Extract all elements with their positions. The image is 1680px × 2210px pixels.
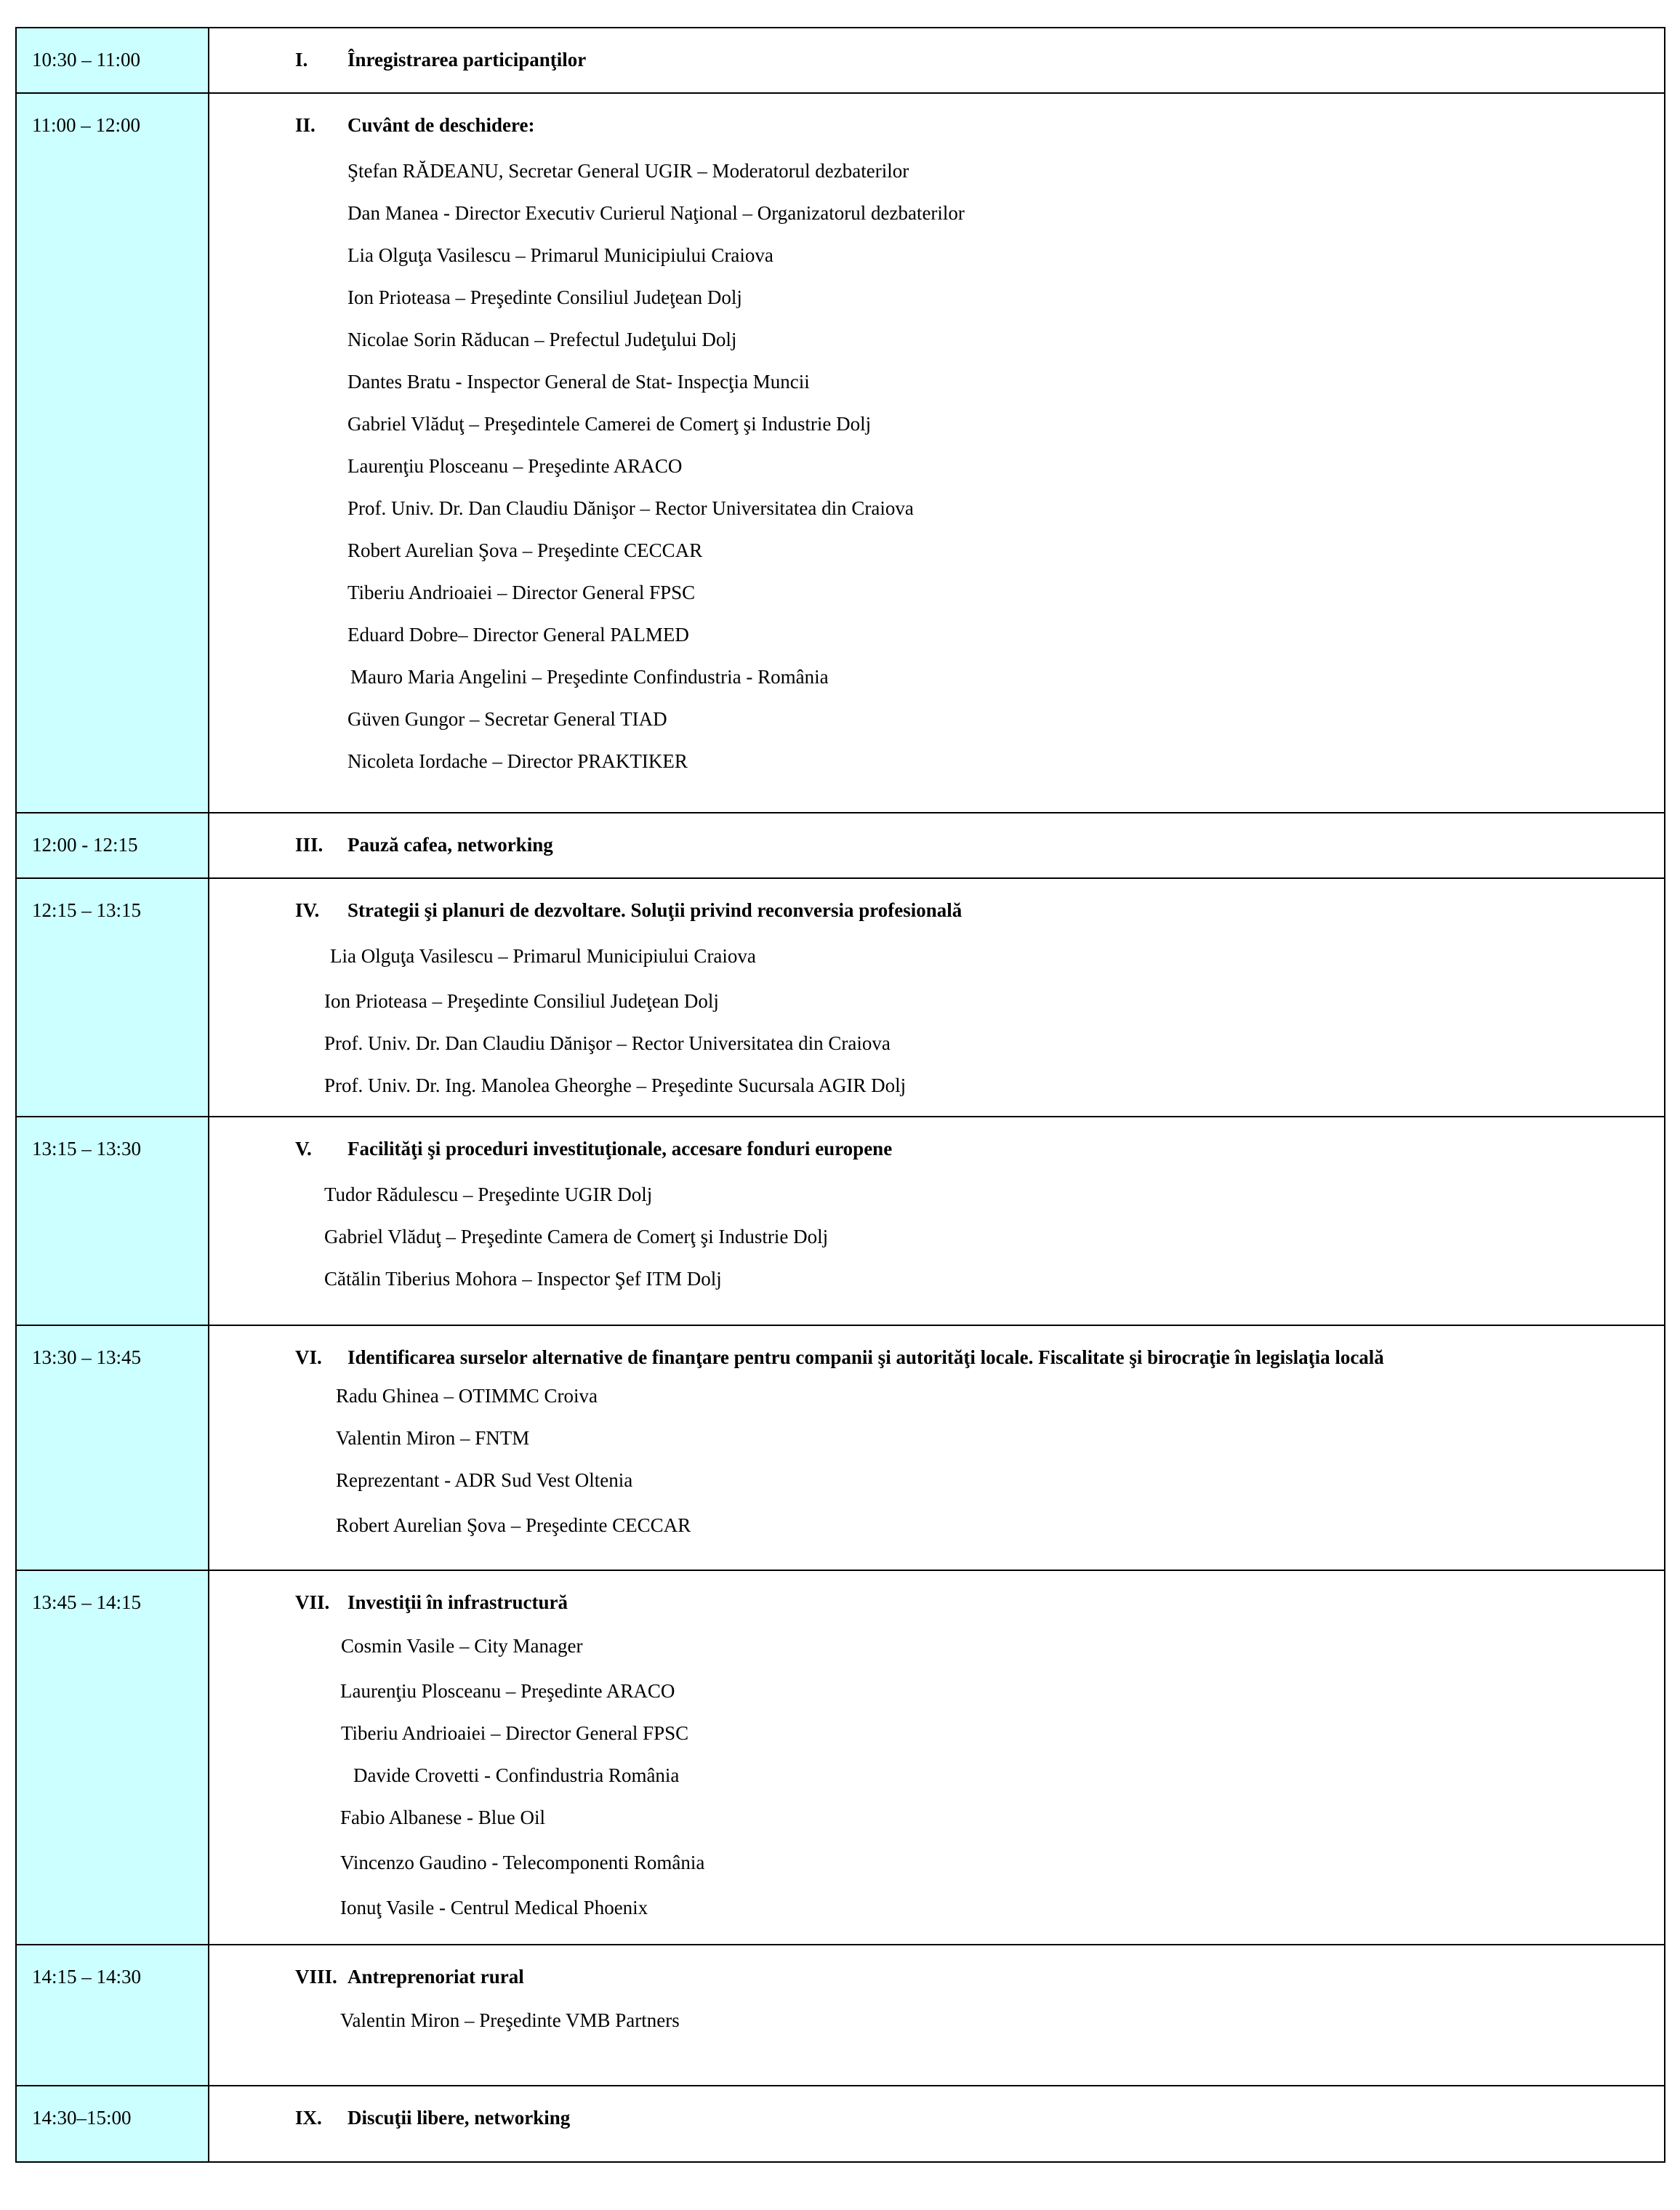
speaker-line: Güven Gungor – Secretar General TIAD: [347, 708, 667, 730]
speaker-line: Tiberiu Andrioaiei – Director General FPSC: [341, 1722, 689, 1744]
time-cell: [17, 2086, 209, 2161]
session-cell: [209, 1117, 1664, 1325]
session-title: Înregistrarea participanţilor: [347, 49, 587, 71]
session-title: Identificarea surselor alternative de finanţare pentru companii şi autorităţi locale. Fiscalitate şi birocraţie în legislaţia locală: [347, 1346, 1384, 1368]
session-cell: [209, 813, 1664, 877]
session-number: IX.: [295, 2107, 322, 2129]
session-time: 14:15 – 14:30: [32, 1966, 142, 1988]
session-number: IV.: [295, 899, 320, 921]
speaker-line: Dantes Bratu - Inspector General de Stat- Inspecţia Muncii: [347, 371, 810, 393]
speaker-line: Ion Prioteasa – Preşedinte Consiliul Judeţean Dolj: [324, 990, 719, 1012]
speaker-line: Ionuţ Vasile - Centrul Medical Phoenix: [340, 1897, 648, 1918]
speaker-line: Vincenzo Gaudino - Telecomponenti România: [340, 1852, 705, 1873]
time-cell: [17, 1571, 209, 1944]
speaker-line: Ştefan RĂDEANU, Secretar General UGIR – Moderatorul dezbaterilor: [347, 160, 909, 182]
agenda-row: [15, 1116, 1665, 1325]
time-cell: [17, 813, 209, 877]
agenda-row: [15, 1944, 1665, 2085]
speaker-line: Lia Olguţa Vasilescu – Primarul Municipiului Craiova: [330, 945, 756, 967]
speaker-line: Laurenţiu Plosceanu – Preşedinte ARACO: [340, 1680, 675, 1702]
speaker-line: Nicolae Sorin Răducan – Prefectul Judeţului Dolj: [347, 329, 737, 350]
time-cell: [17, 1117, 209, 1325]
speaker-line: Tudor Rădulescu – Preşedinte UGIR Dolj: [324, 1184, 653, 1205]
agenda-row: [15, 2085, 1665, 2163]
speaker-line: Valentin Miron – FNTM: [336, 1427, 530, 1449]
speaker-line: Cosmin Vasile – City Manager: [341, 1635, 583, 1657]
session-title: Facilităţi şi proceduri investituţionale, accesare fonduri europene: [347, 1138, 893, 1160]
agenda-row: [15, 1325, 1665, 1570]
session-time: 11:00 – 12:00: [32, 114, 141, 136]
session-cell: [209, 879, 1664, 1116]
speaker-line: Tiberiu Andrioaiei – Director General FPSC: [347, 582, 696, 603]
session-time: 13:30 – 13:45: [32, 1346, 142, 1368]
session-time: 12:00 - 12:15: [32, 834, 138, 856]
speaker-line: Fabio Albanese - Blue Oil: [340, 1807, 545, 1828]
speaker-line: Prof. Univ. Dr. Dan Claudiu Dănişor – Rector Universitatea din Craiova: [347, 497, 914, 519]
agenda-row: [15, 92, 1665, 812]
speaker-line: Reprezentant - ADR Sud Vest Oltenia: [336, 1469, 633, 1491]
session-number: VII.: [295, 1591, 330, 1613]
session-cell: [209, 2086, 1664, 2161]
session-time: 12:15 – 13:15: [32, 899, 142, 921]
session-time: 10:30 – 11:00: [32, 49, 141, 71]
session-title: Pauză cafea, networking: [347, 834, 553, 856]
speaker-line: Radu Ghinea – OTIMMC Croiva: [336, 1385, 598, 1407]
session-time: 14:30–15:00: [32, 2107, 132, 2129]
session-title: Cuvânt de deschidere:: [347, 114, 535, 136]
session-time: 13:15 – 13:30: [32, 1138, 142, 1160]
speaker-line: Ion Prioteasa – Preşedinte Consiliul Judeţean Dolj: [347, 286, 742, 308]
speaker-line: Dan Manea - Director Executiv Curierul Naţional – Organizatorul dezbaterilor: [347, 202, 965, 224]
speaker-line: Robert Aurelian Şova – Preşedinte CECCAR: [347, 539, 703, 561]
session-title: Investiţii în infrastructură: [347, 1591, 568, 1613]
session-number: I.: [295, 49, 308, 71]
time-cell: [17, 1326, 209, 1570]
speaker-line: Prof. Univ. Dr. Ing. Manolea Gheorghe – Preşedinte Sucursala AGIR Dolj: [324, 1074, 907, 1096]
session-number: V.: [295, 1138, 312, 1160]
time-cell: [17, 28, 209, 92]
speaker-line: Laurenţiu Plosceanu – Preşedinte ARACO: [347, 455, 683, 477]
speaker-line: Eduard Dobre– Director General PALMED: [347, 624, 689, 646]
session-number: VI.: [295, 1346, 322, 1368]
session-cell: [209, 1326, 1664, 1570]
speaker-line: Davide Crovetti - Confindustria România: [353, 1764, 680, 1786]
speaker-line: Nicoleta Iordache – Director PRAKTIKER: [347, 750, 688, 772]
session-cell: [209, 28, 1664, 92]
speaker-line: Mauro Maria Angelini – Preşedinte Confindustria - România: [350, 666, 829, 688]
session-number: VIII.: [295, 1966, 337, 1988]
speaker-line: Lia Olguţa Vasilescu – Primarul Municipiului Craiova: [347, 244, 773, 266]
session-number: III.: [295, 834, 323, 856]
agenda-row: [15, 27, 1665, 92]
session-time: 13:45 – 14:15: [32, 1591, 142, 1613]
session-title: Strategii şi planuri de dezvoltare. Soluţii privind reconversia profesională: [347, 899, 962, 921]
speaker-line: Cătălin Tiberius Mohora – Inspector Şef ITM Dolj: [324, 1268, 722, 1290]
session-title: Antreprenoriat rural: [347, 1966, 524, 1988]
session-cell: [209, 94, 1664, 812]
time-cell: [17, 879, 209, 1116]
session-cell: [209, 1571, 1664, 1944]
agenda-row: [15, 1570, 1665, 1944]
speaker-line: Robert Aurelian Şova – Preşedinte CECCAR: [336, 1514, 691, 1536]
speaker-line: Valentin Miron – Preşedinte VMB Partners: [340, 2009, 680, 2031]
session-cell: [209, 1945, 1664, 2085]
agenda-row: [15, 812, 1665, 877]
session-number: II.: [295, 114, 315, 136]
agenda-row: [15, 877, 1665, 1116]
time-cell: [17, 94, 209, 812]
speaker-line: Gabriel Vlăduţ – Preşedintele Camerei de Comerţ şi Industrie Dolj: [347, 413, 872, 435]
speaker-line: Prof. Univ. Dr. Dan Claudiu Dănişor – Rector Universitatea din Craiova: [324, 1032, 891, 1054]
session-title: Discuţii libere, networking: [347, 2107, 571, 2129]
speaker-line: Gabriel Vlăduţ – Preşedinte Camera de Comerţ şi Industrie Dolj: [324, 1226, 829, 1247]
time-cell: [17, 1945, 209, 2085]
